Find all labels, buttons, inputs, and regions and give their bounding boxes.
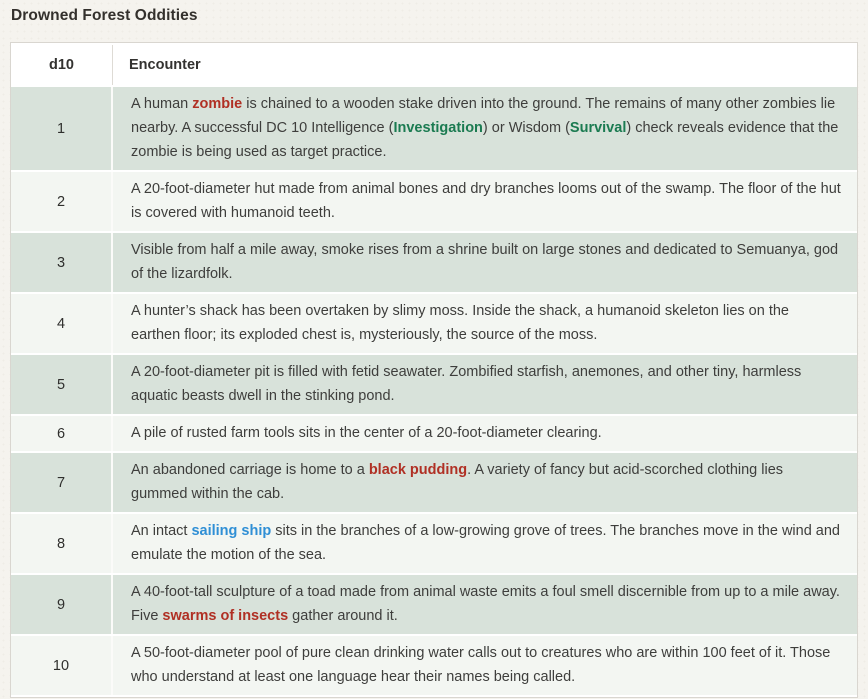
table-row [11,636,857,695]
d10-cell: 4 [11,294,113,353]
encounter-text: gather around it. [288,608,398,624]
table-row [11,575,857,634]
d10-cell: 8 [11,514,113,573]
encounter-text: An intact [131,523,192,539]
monster-link[interactable]: swarms of insects [162,608,289,624]
d10-cell: 1 [11,87,113,170]
d10-cell: 5 [11,355,113,414]
encounter-text: is chained to a wooden stake driven into the ground. The remains of many other zombies lie nearby. A successful DC 10 Intelligence ( [131,96,836,136]
encounter-text: A 40-foot-tall sculpture of a toad made from animal waste emits a foul smell discernible from up to a mile away. Five [131,584,840,624]
encounter-cell [113,575,857,634]
table-row [11,294,857,353]
table-header [11,45,857,85]
encounter-table [10,42,858,698]
table-row [11,355,857,414]
table-row [11,87,857,170]
monster-link[interactable]: zombie [192,96,243,112]
table-row [11,416,857,451]
monster-link[interactable]: black pudding [368,462,468,478]
d10-cell: 7 [11,453,113,512]
d10-cell: 10 [11,636,113,695]
d10-cell: 6 [11,416,113,451]
item-link[interactable]: sailing ship [191,523,272,539]
encounter-cell [113,453,857,512]
table-row [11,233,857,292]
encounter-cell [113,355,857,414]
encounter-text: A pile of rusted farm tools sits in the center of a 20-foot-diameter clearing. [131,425,602,441]
encounter-text: A 20-foot-diameter hut made from animal bones and dry branches looms out of the swamp. The floor of the hut is covered with humanoid teeth. [131,181,841,221]
encounter-cell [113,416,857,451]
page-title: Drowned Forest Oddities [11,7,198,24]
skill-link[interactable]: Survival [569,120,627,136]
table-body [11,87,857,695]
encounter-text: . A variety of fancy but acid-scorched clothing lies gummed within the cab. [131,462,784,502]
encounter-text: A 20-foot-diameter pit is filled with fetid seawater. Zombified starfish, anemones, and other tiny, harmless aquatic beasts dwell in the stinking pond. [131,364,802,404]
header-row [11,45,857,85]
encounter-text: sits in the branches of a low-growing grove of trees. The branches move in the wind and emulate the motion of the sea. [131,523,840,563]
table-row [11,453,857,512]
table-row [11,172,857,231]
column-header-d10: d10 [11,45,113,85]
encounter-text: ) check reveals evidence that the zombie is being used as target practice. [131,120,839,160]
encounter-cell [113,233,857,292]
encounter-cell [113,514,857,573]
encounter-text: An abandoned carriage is home to a [131,462,369,478]
encounter-cell [113,636,857,695]
d10-cell: 2 [11,172,113,231]
encounter-text: A hunter’s shack has been overtaken by slimy moss. Inside the shack, a humanoid skeleton lies on the earthen floor; its exploded chest is, mysteriously, the source of the moss. [131,303,789,343]
encounter-cell [113,87,857,170]
encounter-text: A 50-foot-diameter pool of pure clean drinking water calls out to creatures who are within 100 feet of it. Those who understand at least one language hear their names being called. [131,645,831,685]
encounter-cell [113,172,857,231]
encounter-text: Visible from half a mile away, smoke rises from a shrine built on large stones and dedicated to Semuanya, god of the lizardfolk. [131,242,839,282]
table-row [11,514,857,573]
encounter-text: ) or Wisdom ( [482,120,570,136]
encounter-text: A human [131,96,193,112]
d10-cell: 9 [11,575,113,634]
d10-cell: 3 [11,233,113,292]
skill-link[interactable]: Investigation [393,120,483,136]
column-header-encounter: Encounter [113,45,857,85]
encounter-cell [113,294,857,353]
